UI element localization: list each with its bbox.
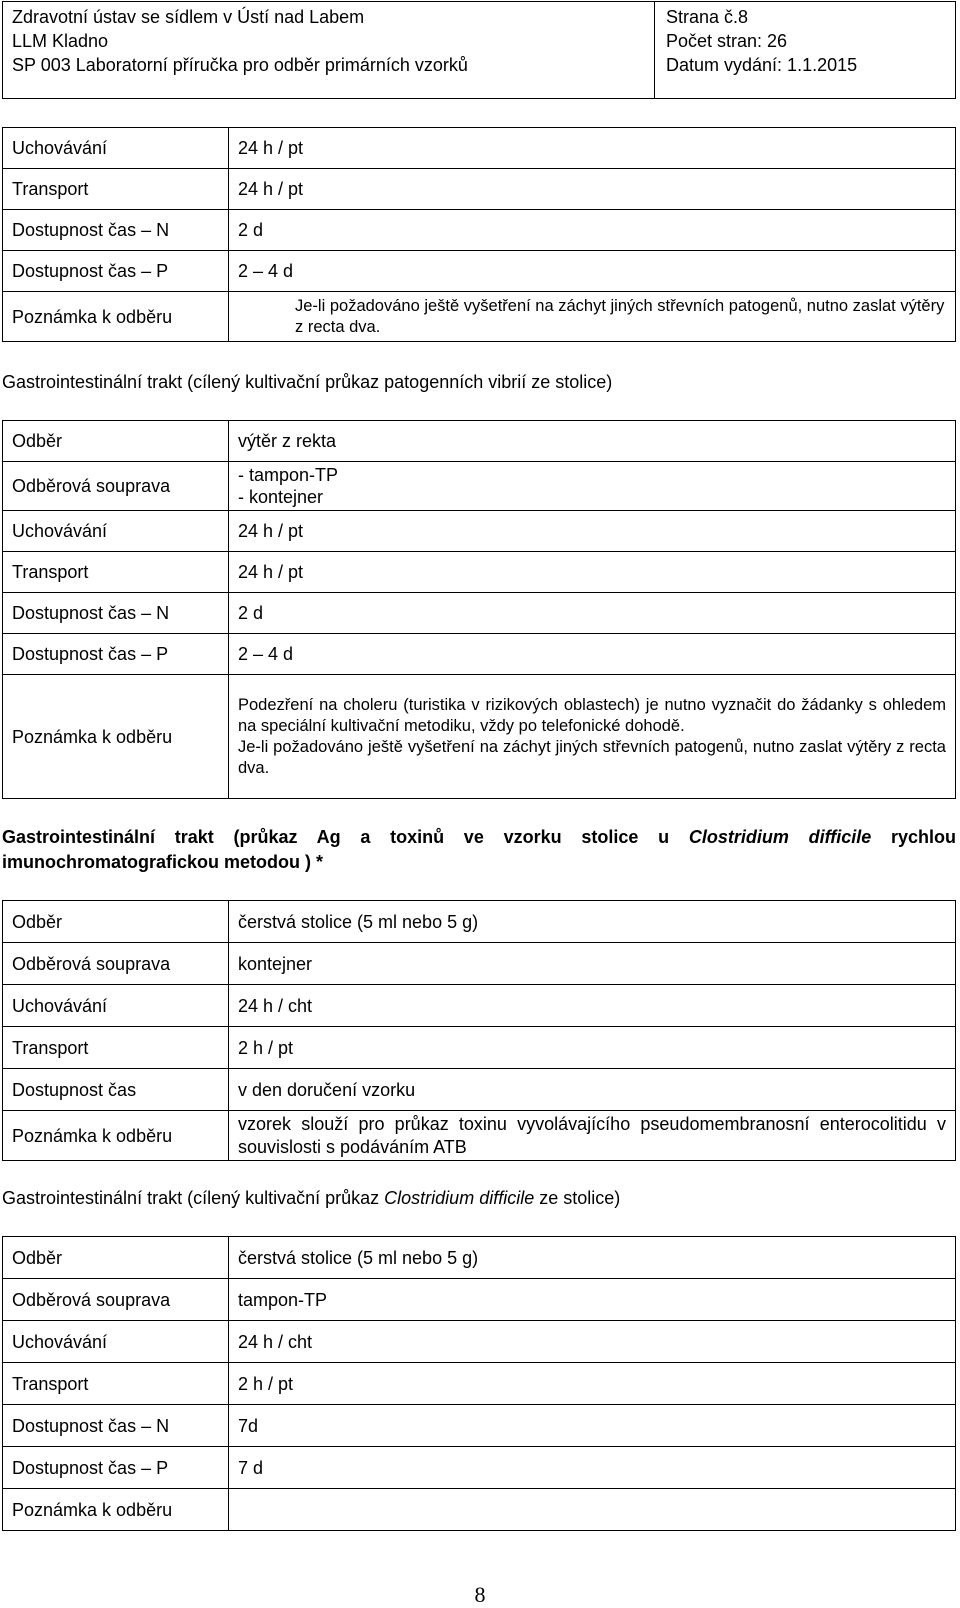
kit-item: - tampon-TP: [238, 465, 339, 485]
kit-item: - kontejner: [238, 487, 324, 507]
table-row: [3, 511, 956, 552]
transport-label: Transport: [3, 552, 229, 593]
availability-p-label: Dostupnost čas – P: [3, 251, 229, 292]
note-label: Poznámka k odběru: [3, 675, 229, 799]
title-organism: Clostridium difficile: [688, 827, 872, 847]
note-paragraph: Je-li požadováno ještě vyšetření na záchyt jiných střevních patogenů, nutno zaslat výtěry z recta dva.: [238, 737, 946, 777]
transport-value: 2 h / pt: [229, 1363, 956, 1405]
table-row: [3, 634, 956, 675]
table-row: [3, 1237, 956, 1279]
collection-label: Odběr: [3, 1237, 229, 1279]
transport-value: 24 h / pt: [229, 552, 956, 593]
note-value: [229, 1489, 956, 1531]
table-row: [3, 675, 956, 799]
availability-n-label: Dostupnost čas – N: [3, 1405, 229, 1447]
kit-value: tampon-TP: [229, 1279, 956, 1321]
document-title: SP 003 Laboratorní příručka pro odběr primárních vzorků: [12, 55, 468, 75]
availability-n-value: 2 d: [229, 210, 956, 251]
note-label: Poznámka k odběru: [3, 292, 229, 342]
table-row: [3, 593, 956, 634]
table-row: [3, 1447, 956, 1489]
table-row: [3, 292, 956, 342]
lab-name: LLM Kladno: [12, 31, 109, 51]
title-part: Gastrointestinální trakt (cílený kultivační průkaz: [2, 1188, 385, 1208]
table-row: [3, 1069, 956, 1111]
note-value: vzorek slouží pro průkaz toxinu vyvolávajícího pseudomembranosní enterocolitidu v souvislosti s podáváním ATB: [229, 1111, 956, 1161]
table-row: [3, 169, 956, 210]
institution-name: Zdravotní ústav se sídlem v Ústí nad Labem: [12, 7, 365, 27]
collection-value: čerstvá stolice (5 ml nebo 5 g): [229, 901, 956, 943]
title-part: ze stolice): [534, 1188, 621, 1208]
page-number: 8: [474, 1582, 486, 1607]
table-row: [3, 421, 956, 462]
availability-p-value: 7 d: [229, 1447, 956, 1489]
kit-label: Odběrová souprava: [3, 1279, 229, 1321]
transport-value: 2 h / pt: [229, 1027, 956, 1069]
storage-value: 24 h / pt: [229, 128, 956, 169]
title-part: Gastrointestinální trakt (průkaz Ag a toxinů ve vzorku stolice u: [2, 827, 689, 847]
availability-label: Dostupnost čas: [3, 1069, 229, 1111]
note-label: Poznámka k odběru: [3, 1489, 229, 1531]
kit-value: kontejner: [229, 943, 956, 985]
title-part: rychlou imunochromatografickou metodou ) *: [2, 827, 957, 872]
table-clostridium-culture: [2, 1236, 956, 1531]
availability-value: v den doručení vzorku: [229, 1069, 956, 1111]
document-header: [2, 1, 956, 99]
collection-label: Odběr: [3, 901, 229, 943]
collection-value: výtěr z rekta: [229, 421, 956, 462]
note-value: [229, 675, 956, 799]
table-row: [3, 985, 956, 1027]
storage-label: Uchovávání: [3, 1321, 229, 1363]
header-divider: [654, 2, 655, 98]
kit-label: Odběrová souprava: [3, 943, 229, 985]
availability-n-label: Dostupnost čas – N: [3, 210, 229, 251]
storage-value: 24 h / pt: [229, 511, 956, 552]
availability-n-value: 7d: [229, 1405, 956, 1447]
note-paragraph: Podezření na choleru (turistika v rizikových oblastech) je nutno vyznačit do žádanky s ohledem na speciální kultivační metodiku, vždy po telefonické dohodě.: [238, 695, 946, 735]
collection-value: čerstvá stolice (5 ml nebo 5 g): [229, 1237, 956, 1279]
availability-p-value: 2 – 4 d: [229, 251, 956, 292]
section-title-clostridium-culture: [2, 1186, 956, 1211]
transport-label: Transport: [3, 1027, 229, 1069]
collection-label: Odběr: [3, 421, 229, 462]
availability-p-label: Dostupnost čas – P: [3, 1447, 229, 1489]
section-title-vibrio: Gastrointestinální trakt (cílený kultivační průkaz patogenních vibrií ze stolice): [2, 372, 613, 392]
storage-value: 24 h / cht: [229, 1321, 956, 1363]
section-title-clostridium-toxin: [2, 825, 956, 875]
table-clostridium-toxin: [2, 900, 956, 1161]
table-row: [3, 462, 956, 511]
table-row: [3, 251, 956, 292]
title-organism: Clostridium difficile: [384, 1188, 535, 1208]
transport-label: Transport: [3, 169, 229, 210]
page-label: Strana č.8: [666, 7, 749, 27]
availability-n-value: 2 d: [229, 593, 956, 634]
table-continued: [2, 127, 956, 342]
storage-label: Uchovávání: [3, 128, 229, 169]
table-vibrio: [2, 420, 956, 799]
storage-value: 24 h / cht: [229, 985, 956, 1027]
table-row: [3, 901, 956, 943]
transport-value: 24 h / pt: [229, 169, 956, 210]
table-row: [3, 1405, 956, 1447]
table-row: [3, 1279, 956, 1321]
note-value: Je-li požadováno ještě vyšetření na záchyt jiných střevních patogenů, nutno zaslat výtěry z recta dva.: [229, 292, 956, 342]
table-row: [3, 1111, 956, 1161]
storage-label: Uchovávání: [3, 985, 229, 1027]
table-row: [3, 1321, 956, 1363]
transport-label: Transport: [3, 1363, 229, 1405]
kit-value: [229, 462, 956, 511]
availability-p-value: 2 – 4 d: [229, 634, 956, 675]
issue-date: Datum vydání: 1.1.2015: [666, 55, 858, 75]
page-count: Počet stran: 26: [666, 31, 788, 51]
table-row: [3, 1363, 956, 1405]
table-row: [3, 210, 956, 251]
table-row: [3, 128, 956, 169]
table-row: [3, 1027, 956, 1069]
table-row: [3, 552, 956, 593]
table-row: [3, 943, 956, 985]
storage-label: Uchovávání: [3, 511, 229, 552]
note-label: Poznámka k odběru: [3, 1111, 229, 1161]
kit-label: Odběrová souprava: [3, 462, 229, 511]
availability-p-label: Dostupnost čas – P: [3, 634, 229, 675]
table-row: [3, 1489, 956, 1531]
availability-n-label: Dostupnost čas – N: [3, 593, 229, 634]
